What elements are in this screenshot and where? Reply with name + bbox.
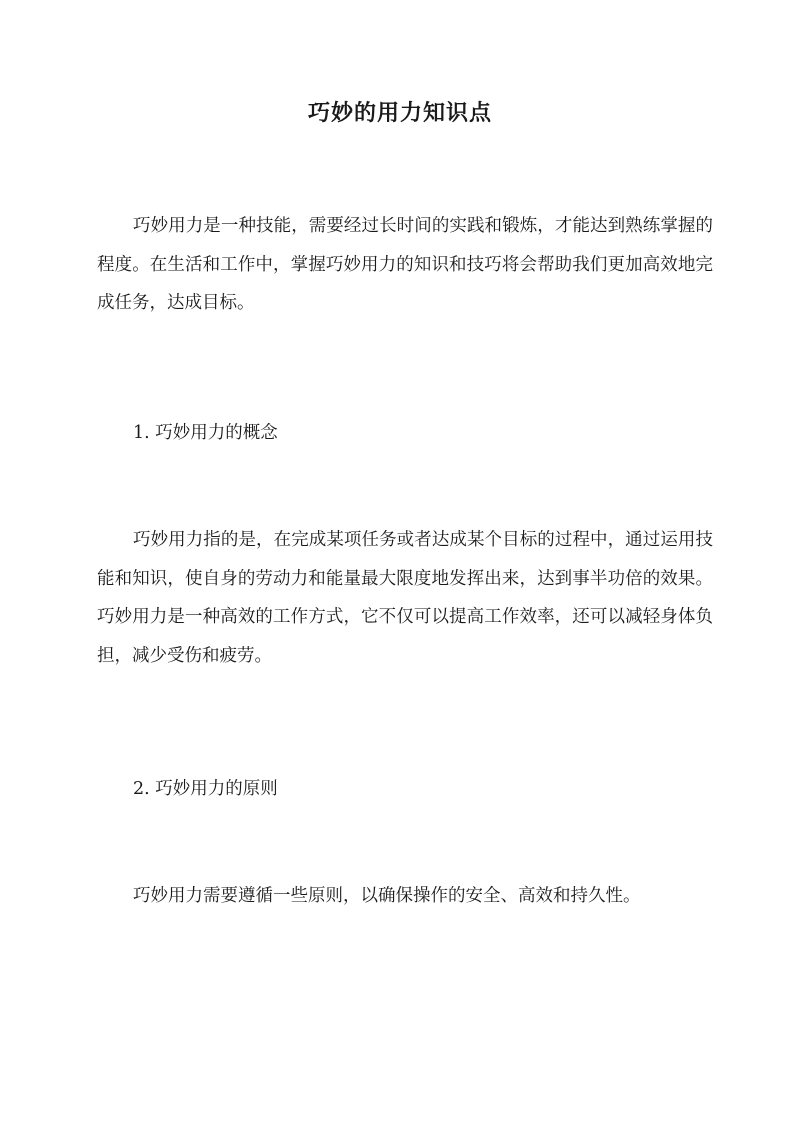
section-heading-principles: 2. 巧妙用力的原则 xyxy=(133,779,278,799)
intro-paragraph: 巧妙用力是一种技能，需要经过长时间的实践和锻炼，才能达到熟练掌握的程度。在生活和工作中，掌握巧妙用力的知识和技巧将会帮助我们更加高效地完成任务，达成目标。 xyxy=(97,216,713,313)
section-heading-concept: 1. 巧妙用力的概念 xyxy=(133,423,278,443)
section-body-principles: 巧妙用力需要遵循一些原则，以确保操作的安全、高效和持久性。 xyxy=(133,886,641,906)
section-body-concept: 巧妙用力指的是，在完成某项任务或者达成某个目标的过程中，通过运用技能和知识，使自身的劳动力和能量最大限度地发挥出来，达到事半功倍的效果。巧妙用力是一种高效的工作方式，它不仅可以提高工作效率，还可以减轻身体负担，减少受伤和疲劳。 xyxy=(97,530,713,666)
document-title: 巧妙的用力知识点 xyxy=(307,100,492,126)
